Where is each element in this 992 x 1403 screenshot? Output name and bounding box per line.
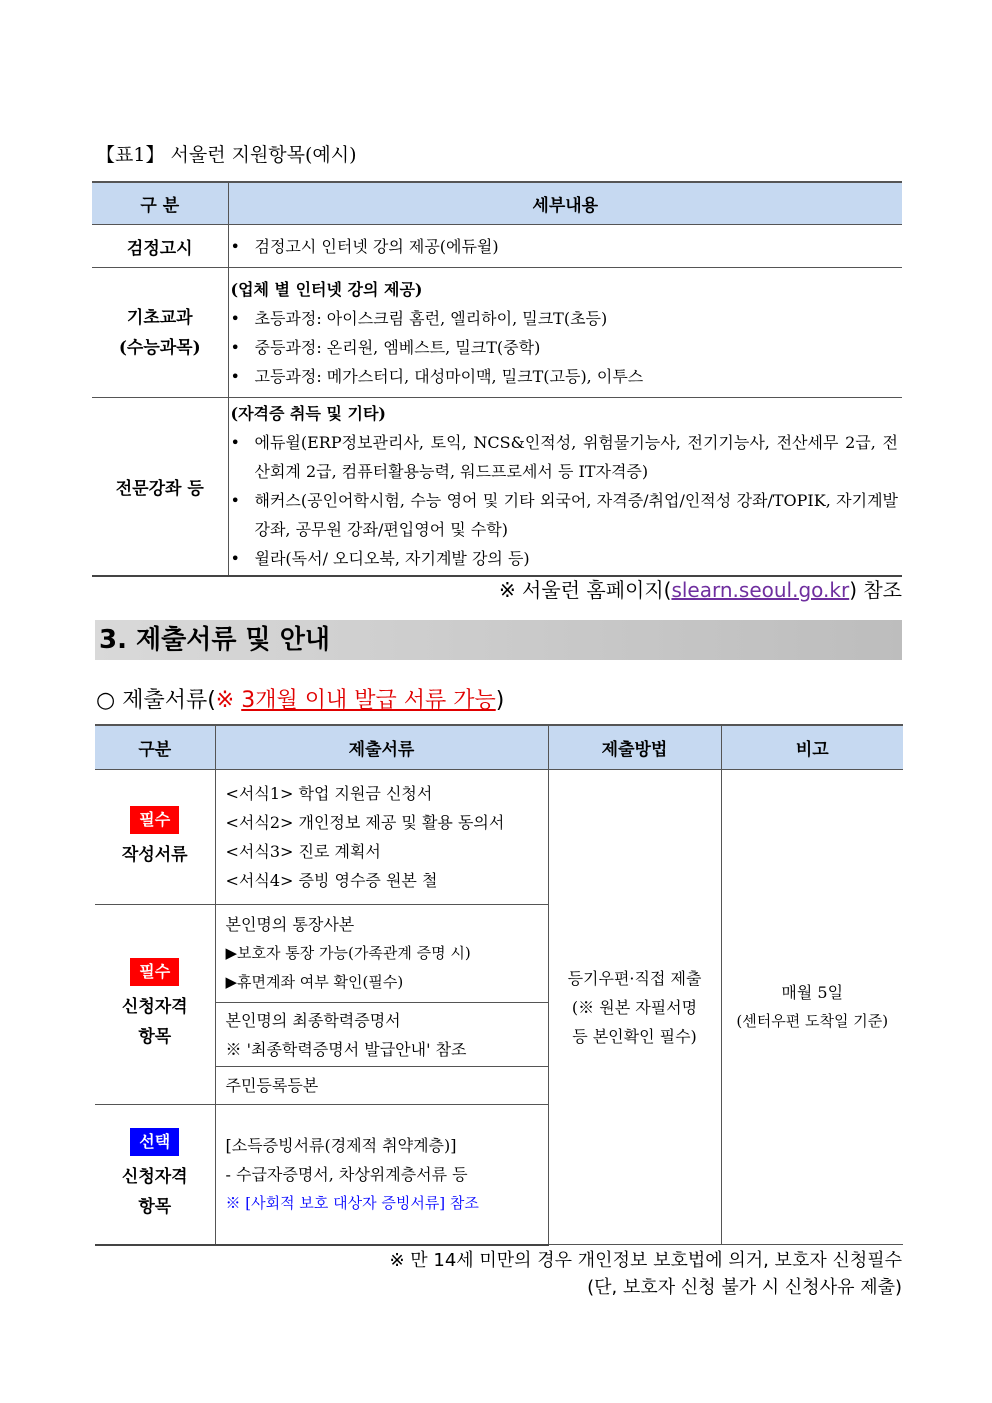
document-item: ▶휴면계좌 여부 확인(필수) bbox=[225, 973, 404, 991]
subtitle-highlight: 3개월 이내 발급 서류 가능 bbox=[241, 688, 496, 713]
list-item: • 검정고시 인터넷 강의 제공(에듀윌) bbox=[229, 232, 903, 261]
document-item: - 수급자증명서, 차상위계층서류 등 bbox=[225, 1164, 468, 1184]
subtitle-text: ) bbox=[495, 688, 505, 713]
subtitle-text: ○ 제출서류( bbox=[96, 688, 216, 713]
document-item: <서식2> 개인정보 제공 및 활용 동의서 bbox=[225, 813, 505, 832]
row-category: 전문강좌 등 bbox=[92, 398, 228, 576]
method-line: 등 본인확인 필수) bbox=[572, 1026, 697, 1046]
document-item: ※ [사회적 보호 대상자 증빙서류] 참조 bbox=[225, 1193, 479, 1212]
document-item: <서식4> 증빙 영수증 원본 철 bbox=[225, 871, 438, 890]
table-row bbox=[95, 770, 903, 905]
list-item: • 중등과정: 온리원, 엠베스트, 밀크T(중학) bbox=[229, 333, 903, 362]
table-row bbox=[92, 268, 902, 398]
list-item: • 윌라(독서/ 오디오북, 자기계발 강의 등) bbox=[229, 544, 899, 573]
method-line: 등기우편·직접 제출 bbox=[567, 968, 702, 988]
table-row bbox=[92, 225, 902, 268]
section-title: 3. 제출서류 및 안내 bbox=[95, 620, 902, 660]
group-label: 항목 bbox=[138, 1196, 172, 1217]
footnote: ※ 만 14세 미만의 경우 개인정보 보호법에 의거, 보호자 신청필수 bbox=[389, 1250, 902, 1271]
list-item: • 고등과정: 메가스터디, 대성마이맥, 밀크T(고등), 이투스 bbox=[229, 362, 903, 391]
column-header: 제출방법 bbox=[548, 725, 721, 770]
documents-subtitle bbox=[96, 683, 504, 714]
footnote: (단, 보호자 신청 불가 시 신청사유 제출) bbox=[587, 1277, 902, 1298]
document-item: 본인명의 통장사본 bbox=[225, 915, 355, 934]
table-header-row bbox=[92, 182, 902, 225]
table-header-row bbox=[95, 725, 903, 770]
group-label: 항목 bbox=[138, 1027, 172, 1047]
column-header: 구분 bbox=[95, 725, 215, 770]
row-heading: (자격증 취득 및 기타) bbox=[230, 404, 386, 424]
document-item: <서식1> 학업 지원금 신청서 bbox=[225, 784, 433, 803]
row-category: 검정고시 bbox=[92, 225, 228, 268]
list-item: • 해커스(공인어학시험, 수능 영어 및 기타 외국어, 자격증/취업/인적성 강좌/TOPIK, 자기계발 강좌, 공무원 강좌/편입영어 및 수학) bbox=[229, 486, 899, 544]
note-mark: ※ bbox=[215, 688, 242, 713]
column-header: 비고 bbox=[721, 725, 903, 770]
document-item: 본인명의 최종학력증명서 bbox=[225, 1010, 401, 1030]
group-label: 신청자격 bbox=[121, 1166, 188, 1187]
list-item: • 에듀윌(ERP정보관리사, 토익, NCS&인적성, 위험물기능사, 전기기능사, 전산세무 2급, 전산회계 2급, 컴퓨터활용능력, 워드프로세서 등 IT자격증) bbox=[229, 428, 899, 486]
required-badge: 필수 bbox=[130, 806, 179, 834]
method-line: (※ 원본 자필서명 bbox=[571, 997, 698, 1017]
column-header: 제출서류 bbox=[215, 725, 548, 770]
document-item: [소득증빙서류(경제적 취약계층)] bbox=[225, 1135, 457, 1155]
documents-table bbox=[95, 724, 903, 1246]
remark-line: 매월 5일 bbox=[781, 983, 844, 1002]
table-row bbox=[92, 398, 902, 576]
note-text: ※ 서울런 홈페이지( bbox=[498, 578, 672, 602]
row-category: (수능과목) bbox=[118, 337, 201, 358]
group-label: 신청자격 bbox=[121, 997, 188, 1017]
row-heading: (업체 별 인터넷 강의 제공) bbox=[230, 279, 423, 299]
submission-method bbox=[548, 770, 721, 1245]
remark-line: (센터우편 도착일 기준) bbox=[736, 1012, 889, 1030]
optional-badge: 선택 bbox=[130, 1128, 179, 1156]
row-category: 기초교과 bbox=[126, 307, 193, 328]
homepage-link[interactable]: slearn.seoul.go.kr bbox=[671, 578, 850, 602]
homepage-note bbox=[499, 574, 902, 603]
document-item: ▶보호자 통장 가능(가족관계 증명 시) bbox=[225, 944, 471, 962]
required-badge: 필수 bbox=[130, 958, 179, 986]
document-item: 주민등록등본 bbox=[225, 1076, 319, 1095]
list-item: • 초등과정: 아이스크림 홈런, 엘리하이, 밀크T(초등) bbox=[229, 304, 903, 333]
document-item: ※ '최종학력증명서 발급안내' 참조 bbox=[225, 1039, 467, 1059]
group-label: 작성서류 bbox=[121, 844, 188, 865]
column-header: 구 분 bbox=[92, 182, 228, 225]
table1-caption: 【표1】 서울런 지원항목(예시) bbox=[96, 144, 357, 166]
support-items-table bbox=[92, 181, 902, 577]
remarks bbox=[721, 770, 903, 1245]
column-header: 세부내용 bbox=[228, 182, 902, 225]
note-text: ) 참조 bbox=[849, 578, 902, 602]
document-item: <서식3> 진로 계획서 bbox=[225, 842, 381, 861]
